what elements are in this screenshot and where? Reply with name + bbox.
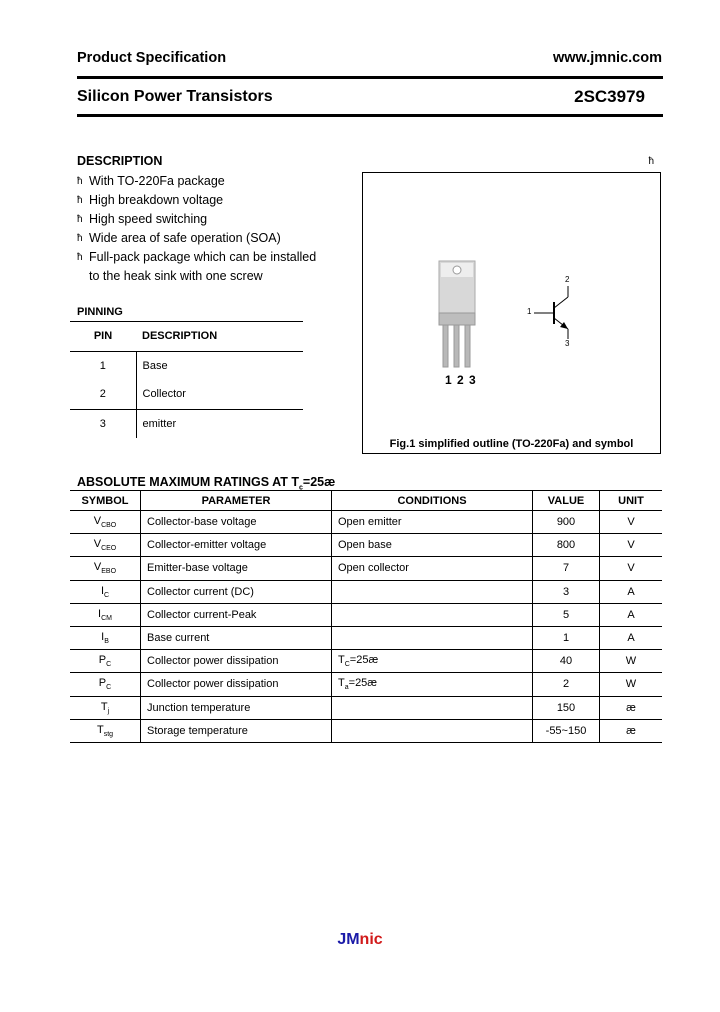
table-row: $I_{CM}$ Collector current-Peak 5 A <box>70 603 662 626</box>
list-item: ħ High speed switching <box>77 212 208 226</box>
parameter-column-header: PARAMETER <box>141 491 332 511</box>
symbol-pin-3: 3 <box>565 339 570 348</box>
table-row: $T_{stg}$ Storage temperature -55~150 æ <box>70 719 662 742</box>
part-number: 2SC3979 <box>574 87 645 106</box>
list-item: ħ Wide area of safe operation (SOA) <box>77 231 281 245</box>
table-row: $T_j$ Junction temperature 150 æ <box>70 696 662 719</box>
table-row: $P_C$ Collector power dissipation $T_a=25æ$ 2 W <box>70 673 662 696</box>
table-row: $V_{EBO}$ Emitter-base voltage Open collector 7 V <box>70 557 662 580</box>
table-row: $I_B$ Base current 1 A <box>70 626 662 649</box>
symbol-pin-1: 1 <box>527 307 532 316</box>
list-item: ħ With TO-220Fa package <box>77 174 225 188</box>
list-item: to the heak sink with one screw <box>89 269 263 283</box>
table-row: $I_C$ Collector current (DC) 3 A <box>70 580 662 603</box>
package-outline-image <box>363 173 660 423</box>
table-row: $V_{CEO}$ Collector-emitter voltage Open base 800 V <box>70 534 662 557</box>
pinning-heading: PINNING <box>77 306 123 318</box>
symbol-pin-2: 2 <box>565 275 570 284</box>
description-list <box>77 172 316 286</box>
corner-mark: ħ <box>648 156 654 167</box>
list-item: ħ High breakdown voltage <box>77 193 224 207</box>
product-category: Silicon Power Transistors <box>77 88 273 105</box>
unit-column-header: UNIT <box>600 491 663 511</box>
header-rule <box>77 76 663 79</box>
pinning-table <box>70 321 303 438</box>
figure-box <box>362 172 661 454</box>
table-row: 3 emitter <box>70 409 303 438</box>
value-column-header: VALUE <box>533 491 600 511</box>
brand-logo: JMnic <box>337 931 383 948</box>
ratings-table <box>70 490 662 743</box>
table-row: $V_{CBO}$ Collector-base voltage Open emitter 900 V <box>70 511 662 534</box>
ratings-heading: ABSOLUTE MAXIMUM RATINGS AT $T_c=25æ$ <box>77 475 336 492</box>
table-row: $P_C$ Collector power dissipation $T_C=25æ$ 40 W <box>70 650 662 673</box>
list-item: ħ Full-pack package which can be installed <box>77 250 317 264</box>
symbol-column-header: SYMBOL <box>70 491 141 511</box>
header-website: www.jmnic.com <box>552 50 662 66</box>
title-rule <box>77 114 663 117</box>
table-row: 2 Collector <box>70 380 303 409</box>
figure-caption: Fig.1 simplified outline (TO-220Fa) and symbol <box>389 438 634 450</box>
table-row: 1 Base <box>70 351 303 380</box>
package-pin-numbers: 1 2 3 <box>445 373 477 387</box>
conditions-column-header: CONDITIONS <box>332 491 533 511</box>
header-title: Product Specification <box>77 50 227 66</box>
pin-column-header: PIN <box>70 322 136 352</box>
description-heading: DESCRIPTION <box>77 154 163 168</box>
description-column-header: DESCRIPTION <box>136 322 303 352</box>
